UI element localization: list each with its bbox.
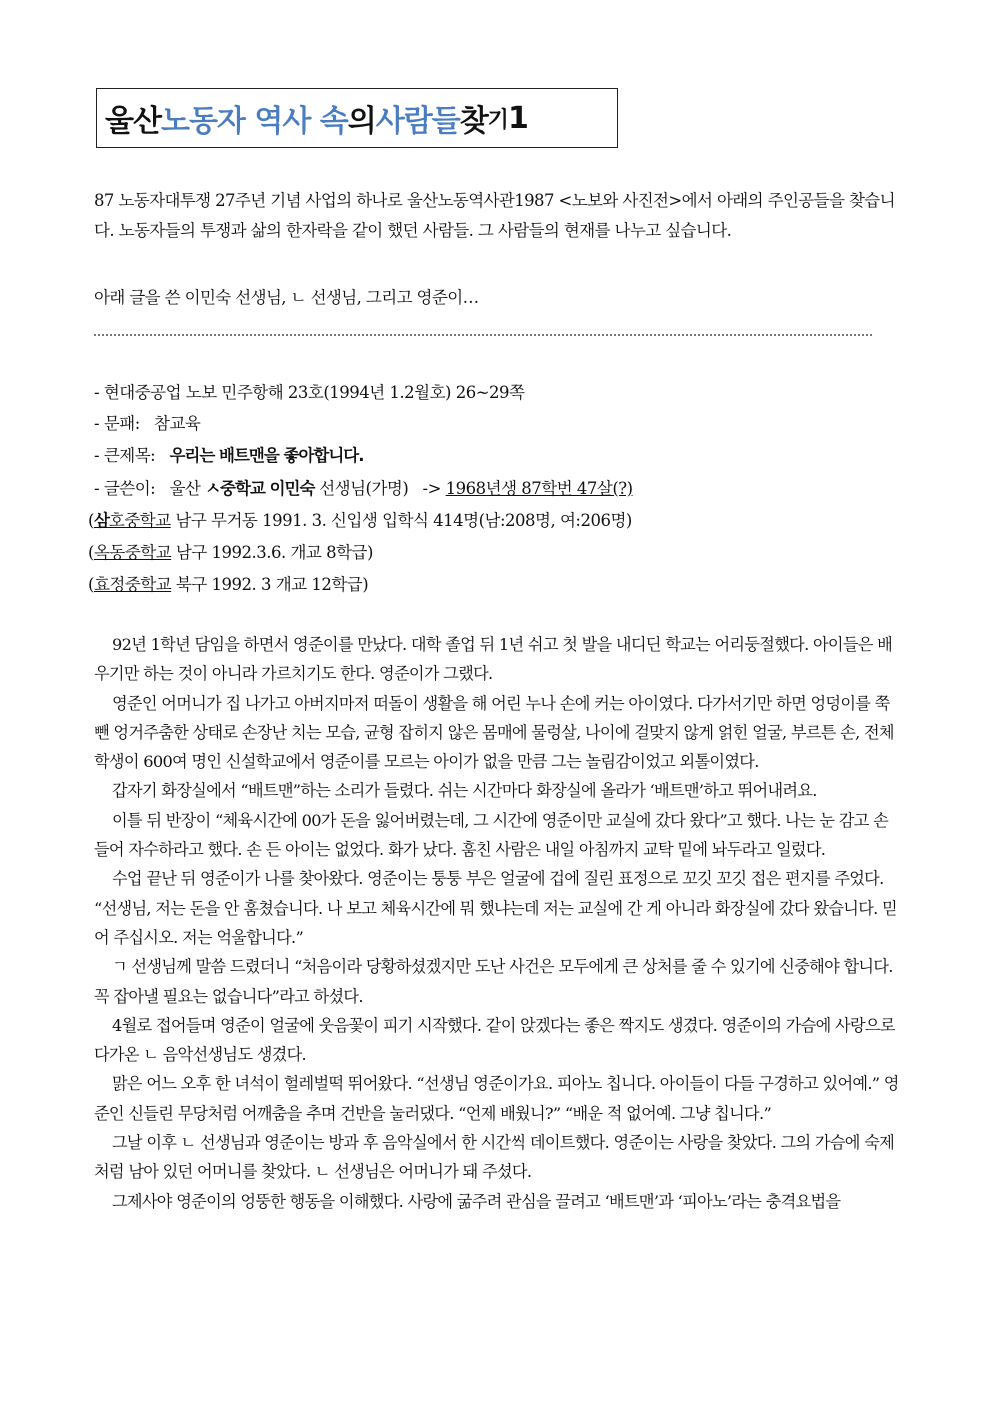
title-part: 찾: [459, 104, 488, 139]
paren: (: [88, 543, 94, 562]
meta-author-suffix: 선생님(가명): [319, 479, 409, 498]
meta-headline-label: - 큰제목:: [94, 446, 156, 465]
meta-author-region: 울산: [169, 479, 201, 498]
meta-author-note: 1968년생 87학번 47살(?): [445, 479, 633, 498]
intro-paragraph: 87 노동자대투쟁 27주년 기념 사업의 하나로 울산노동역사관1987 <노보와 사진전>에서 아래의 주인공들을 찾습니다. 노동자들의 투쟁과 삶의 한자락을 같이 했던 사람들. 그 사람들의 현재를 나누고 싶습니다.: [94, 191, 895, 240]
school-detail: 남구 무거동 1991. 3. 신입생 입학식 414명(남:208명, 여:206명): [170, 511, 632, 530]
meta-faction-value: 참교육: [154, 414, 201, 433]
paren: (: [88, 511, 94, 530]
title-part: 1: [507, 100, 528, 136]
intro-subjects: 아래 글을 쓴 이민숙 선생님, ㄴ 선생님, 그리고 영준이…: [94, 288, 479, 307]
meta-author-school: ㅅ중학교: [205, 479, 265, 498]
article-paragraph: 그날 이후 ㄴ 선생님과 영준이는 방과 후 음악실에서 한 시간씩 데이트했다. 영준이는 사랑을 찾았다. 그의 가슴에 숙제처럼 남아 있던 어머니를 찾았다. ㄴ 선생님은 어머니가 돼 주셨다.: [94, 1133, 895, 1182]
article-paragraph: 92년 1학년 담임을 하면서 영준이를 만났다. 대학 졸업 뒤 1년 쉬고 첫 발을 내디딘 학교는 어리둥절했다. 아이들은 배우기만 하는 것이 아니라 가르치기도 한다. 영준이가 그랬다.: [94, 635, 893, 684]
school-name-bold: 삼: [93, 511, 109, 530]
article-paragraph: 그제사야 영준이의 엉뚱한 행동을 이해했다. 사랑에 굶주려 관심을 끌려고 ‘배트맨’과 ‘피아노’라는 충격요법을: [112, 1191, 841, 1211]
title-part: 사람들: [375, 104, 460, 139]
document-title: [96, 88, 618, 148]
article-paragraph: ㄱ 선생님께 말씀 드렸더니 “처음이라 당황하셨겠지만 도난 사건은 모두에게 큰 상처를 줄 수 있기에 신중해야 합니다. 꼭 잡아낼 필요는 없습니다”라고 하셨다.: [94, 957, 893, 1006]
school-line: [88, 538, 373, 568]
school-detail: 남구 1992.3.6. 개교 8학급): [171, 543, 373, 562]
title-part: 기: [487, 107, 508, 133]
article-paragraph: 맑은 어느 오후 한 녀석이 헐레벌떡 뛰어왔다. “선생님 영준이가요. 피아노 칩니다. 아이들이 다들 구경하고 있어예.” 영준인 신들린 무당처럼 어깨춤을 추며 건반을 눌러댔다. “언제 배웠니?” “배운 적 없어예. 그냥 칩니다.”: [94, 1074, 899, 1123]
article-paragraph: 이틀 뒤 반장이 “체육시간에 00가 돈을 잃어버렸는데, 그 시간에 영준이만 교실에 갔다 왔다”고 했다. 나는 눈 감고 손들어 자수하라고 했다. 손 든 아이는 없었다. 화가 났다. 훔친 사람은 내일 아침까지 교탁 밑에 놔두라고 일렀다.: [94, 810, 889, 860]
meta-author-label: - 글쓴이:: [94, 479, 156, 498]
school-name: 호중학교: [108, 511, 171, 530]
meta-author-name: 이민숙: [269, 479, 315, 498]
school-detail: 북구 1992. 3 개교 12학급): [171, 575, 369, 594]
school-line: [88, 506, 632, 536]
meta-faction: [94, 409, 200, 439]
meta-author: [94, 474, 633, 504]
title-part: 의: [347, 104, 376, 139]
meta-headline: [94, 441, 363, 471]
dotted-divider: [94, 334, 872, 336]
title-part: 울산: [105, 104, 161, 139]
meta-faction-label: - 문패:: [94, 414, 140, 433]
article-body: [94, 630, 902, 1216]
meta-source: - 현대중공업 노보 민주항해 23호(1994년 1.2월호) 26~29쪽: [94, 383, 525, 402]
article-paragraph: 4월로 접어들며 영준이 얼굴에 웃음꽃이 피기 시작했다. 같이 앉겠다는 좋은 짝지도 생겼다. 영준이의 가슴에 사랑으로 다가온 ㄴ 음악선생님도 생겼다.: [94, 1015, 895, 1065]
title-part: 노동자 역사 속: [160, 104, 348, 139]
school-name: 효정중학교: [93, 575, 172, 594]
article-paragraph: 영준인 어머니가 집 나가고 아버지마저 떠돌이 생활을 해 어린 누나 손에 커는 아이였다. 다가서기만 하면 엉덩이를 쭉 뺀 엉거주춤한 상태로 손장난 치는 모습, 균형 잡히지 않은 몸매에 물렁살, 나이에 걸맞지 않게 얽힌 얼굴, 부르튼 손, 전체 학생이 600여 명인 신설학교에서 영준이를 모르는 아이가 없을 만큼 그는 놀림감이었고 외톨이였다.: [94, 693, 894, 772]
paren: (: [88, 575, 94, 594]
school-line: [88, 570, 368, 600]
school-name: 옥동중학교: [93, 543, 172, 562]
article-paragraph: 수업 끝난 뒤 영준이가 나를 찾아왔다. 영준이는 퉁퉁 부은 얼굴에 겁에 질린 표정으로 꼬깃 꼬깃 접은 편지를 주었다. “선생님, 저는 돈을 안 훔쳤습니다. 나 보고 체육시간에 뭐 했냐는데 저는 교실에 간 게 아니라 화장실에 갔다 왔습니다. 믿어 주십시오. 저는 억울합니다.”: [94, 869, 897, 947]
article-paragraph: 갑자기 화장실에서 “배트맨”하는 소리가 들렸다. 쉬는 시간마다 화장실에 올라가 ‘배트맨’하고 뛰어내려요.: [112, 781, 817, 801]
meta-headline-value: 우리는 배트맨을 좋아합니다.: [169, 446, 364, 465]
meta-author-arrow: ->: [422, 479, 441, 498]
